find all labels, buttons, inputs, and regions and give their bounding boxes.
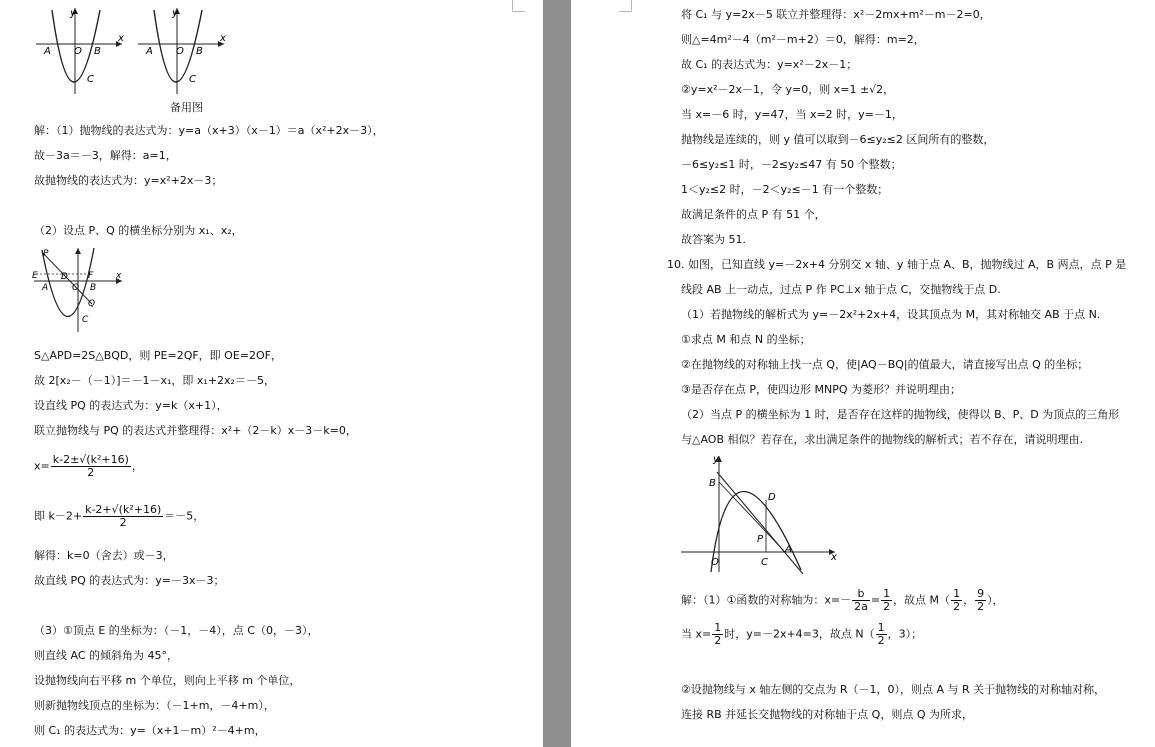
label-x: x	[831, 552, 837, 563]
text-line: ②y=x²－2x－1，令 y=0，则 x=1 ±√2，	[681, 83, 895, 96]
figure-caption: 备用图	[170, 101, 203, 114]
label-O: O	[72, 283, 80, 293]
text-line: ①求点 M 和点 N 的坐标；	[681, 333, 811, 346]
label-C: C	[189, 74, 196, 85]
label-A: A	[44, 46, 51, 57]
text-line: 故－3a＝－3，解得：a=1，	[34, 149, 177, 162]
text-line: 将 C₁ 与 y=2x－5 联立并整理得：x²－2mx+m²－m－2=0，	[681, 8, 991, 21]
parabola-graph-spare	[138, 8, 226, 94]
text-line: 1＜y₂≤2 时，－2＜y₂≤－1 有一个整数；	[681, 183, 889, 196]
label-O: O	[176, 46, 184, 57]
label-D: D	[61, 272, 68, 282]
text-line: ③是否存在点 P，使四边形 MNPQ 为菱形？并说明理由；	[681, 383, 961, 396]
parabola-graph-main	[36, 8, 124, 94]
page-corner-mark	[619, 0, 632, 12]
page-gutter	[543, 0, 571, 747]
label-A: A	[146, 46, 153, 57]
label-B: B	[90, 283, 97, 293]
label-B: B	[196, 46, 203, 57]
label-x: x	[220, 33, 226, 44]
question-10-line: 10. 如图，已知直线 y=－2x+4 分别交 x 轴、y 轴于点 A、B，抛物线过 A，B 两点，点 P 是	[667, 258, 1127, 271]
text-line: 故 C₁ 的表达式为：y=x²－2x－1；	[681, 58, 858, 71]
text-line: （2）设点 P、Q 的横坐标分别为 x₁、x₂，	[34, 224, 243, 237]
text-line: 故满足条件的点 P 有 51 个，	[681, 208, 826, 221]
label-O: O	[74, 46, 82, 57]
text-line: （3）①顶点 E 的坐标为：（－1，－4），点 C（0，－3），	[34, 624, 319, 637]
text-line: ②设抛物线与 x 轴左侧的交点为 R（－1，0），则点 A 与 R 关于抛物线的对称轴对称，	[681, 683, 1106, 696]
document-page-left	[0, 0, 543, 747]
label-E: E	[32, 271, 38, 281]
solution-line-2: 当 x= $\frac{1}{2}$ 时，y=－2x+4=3，故点 N（ $\frac{1}{2}$ ，3）；	[681, 621, 923, 647]
text-line: 故 2[x₂－（－1）]＝－1－x₁，即 x₁+2x₂＝－5，	[34, 374, 275, 387]
label-y: y	[172, 8, 178, 19]
text-line: 解：（1）抛物线的表达式为：y=a（x+3）（x－1）＝a（x²+2x－3），	[34, 124, 384, 137]
label-A: A	[785, 544, 792, 555]
text-line: －6≤y₂≤1 时，－2≤y₂≤47 有 50 个整数；	[681, 158, 902, 171]
text-line: 连接 RB 并延长交抛物线的对称轴于点 Q，则点 Q 为所求，	[681, 708, 973, 721]
label-D: D	[768, 492, 776, 503]
parabola-line-figure	[679, 452, 839, 574]
label-y: y	[70, 8, 76, 19]
label-y: y	[713, 454, 719, 465]
label-x: x	[116, 271, 122, 281]
text-line: 解得：k=0（舍去）或－3，	[34, 549, 174, 562]
text-line: 故直线 PQ 的表达式为：y=－3x－3；	[34, 574, 225, 587]
label-A: A	[42, 283, 49, 293]
document-page-right	[571, 0, 1155, 747]
text-line: 设抛物线向右平移 m 个单位，则向上平移 m 个单位，	[34, 674, 301, 687]
text-line: 则 C₁ 的表达式为：y=（x+1－m）²－4+m，	[34, 724, 266, 737]
text-line: 线段 AB 上一动点，过点 P 作 PC⊥x 轴于点 C，交抛物线于点 D.	[681, 283, 1001, 296]
text-line: 联立抛物线与 PQ 的表达式并整理得：x²+（2－k）x－3－k=0，	[34, 424, 357, 437]
label-x: x	[118, 33, 124, 44]
equation-k: 即 k－2+ $\frac{\text{k-2+√(k²+16)}}{2}$ ＝－5，	[34, 503, 205, 529]
text-line: 与△AOB 相似？若存在，求出满足条件的抛物线的解析式；若不存在，请说明理由.	[681, 433, 1083, 446]
equation-x: x= $\frac{\text{k-2±√(k²+16)}}{2}$ ，	[34, 453, 143, 479]
text-line: ②在抛物线的对称轴上找一点 Q，使|AQ－BQ|的值最大，请直接写出点 Q 的坐标；	[681, 358, 1089, 371]
label-B: B	[94, 46, 101, 57]
text-line: 则直线 AC 的倾斜角为 45°，	[34, 649, 178, 662]
label-B: B	[709, 478, 716, 489]
label-P: P	[43, 249, 49, 259]
text-line: 则新抛物线顶点的坐标为：（－1+m，－4+m），	[34, 699, 275, 712]
label-P: P	[757, 534, 764, 545]
text-line: 设直线 PQ 的表达式为：y=k（x+1），	[34, 399, 228, 412]
text-line: （1）若抛物线的解析式为 y=－2x²+2x+4，设其顶点为 M，其对称轴交 AB 于点 N.	[681, 308, 1101, 321]
text-line: （2）当点 P 的横坐标为 1 时，是否存在这样的抛物线，使得以 B、P、D 为顶点的三角形	[681, 408, 1120, 421]
label-C: C	[761, 557, 768, 568]
page-corner-mark	[512, 0, 525, 12]
parabola-figure-pair	[30, 4, 230, 99]
text-line: 抛物线是连续的，则 y 值可以取到－6≤y₂≤2 区间所有的整数，	[681, 133, 995, 146]
label-O: O	[711, 557, 719, 568]
parabola-figure-pq	[30, 244, 126, 334]
solution-line-1: 解：（1）①函数的对称轴为：x=－ $\frac{b}{2a}$ = $\frac{1}{2}$ ，故点 M（ $\frac{1}{2}$ ， $\frac{9}{2}$ ），	[681, 587, 1004, 613]
text-line: 当 x=－6 时，y=47，当 x=2 时，y=－1，	[681, 108, 903, 121]
label-C: C	[82, 315, 89, 325]
text-line: 故抛物线的表达式为：y=x²+2x－3；	[34, 174, 223, 187]
text-line: 故答案为 51.	[681, 233, 746, 246]
text-line: S△APD=2S△BQD，则 PE=2QF，即 OE=2OF，	[34, 349, 282, 362]
label-Q: Q	[88, 299, 96, 309]
label-C: C	[87, 74, 94, 85]
label-F: F	[88, 271, 94, 281]
text-line: 则△=4m²－4（m²－m+2）＝0，解得：m=2，	[681, 33, 925, 46]
